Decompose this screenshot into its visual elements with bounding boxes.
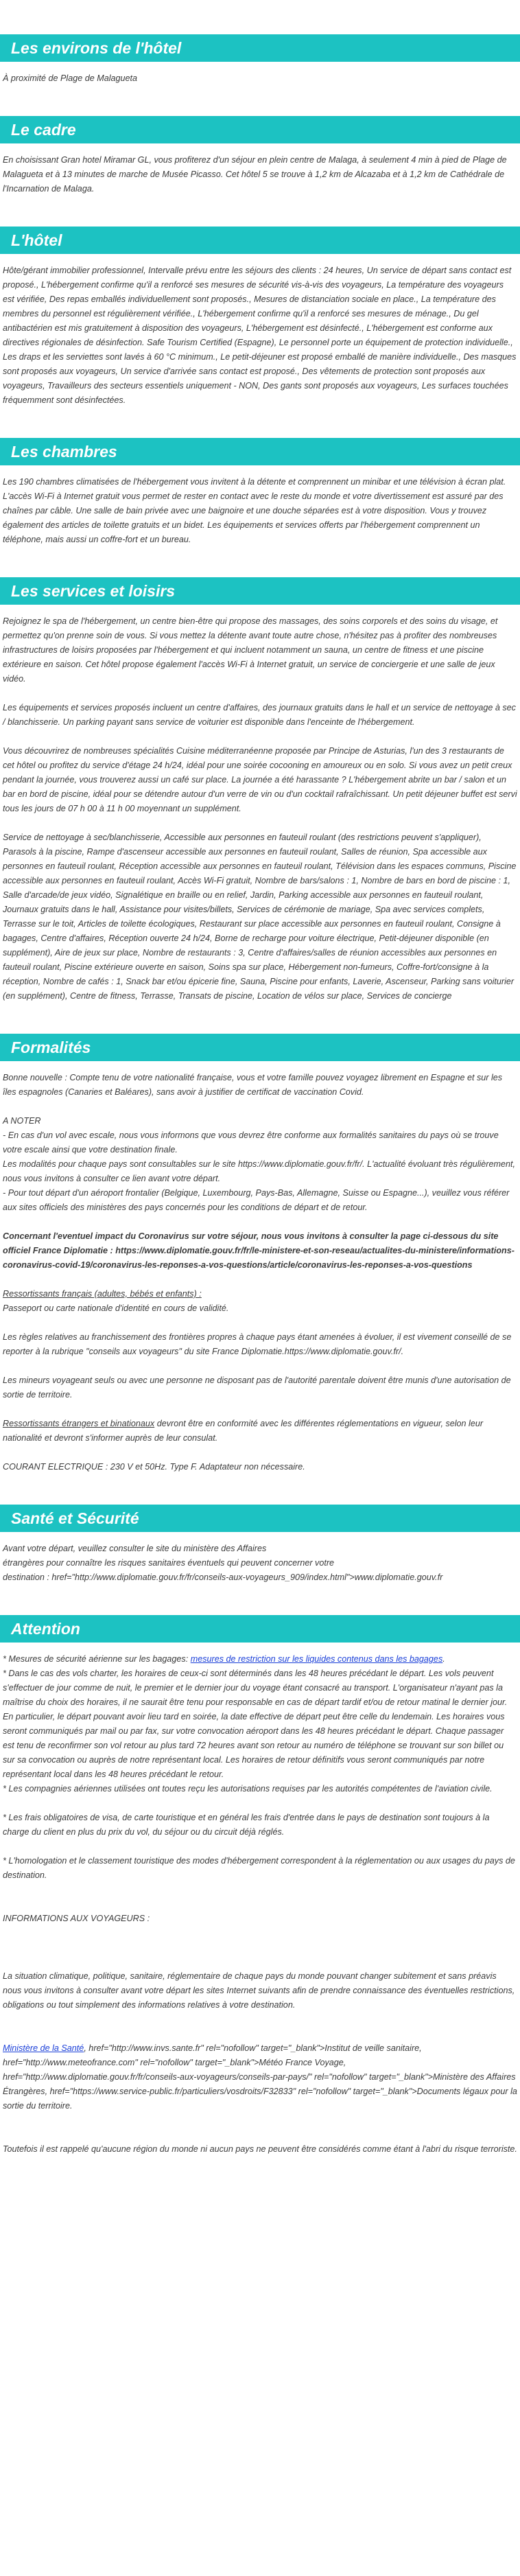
services-text-3: Vous découvrirez de nombreuses spécialités Cuisine méditerranéenne proposée par Principe de Asturias, l'un des 3 restaurants de cet hôtel ou profitez du service d'étage 24 h/24, idéal pour une soirée cocooning en amoureux ou en solo. Si vous avez un petit creux pendant la journée, vous trouverez aussi un café sur place. La journée a été harassante ? L'hébergement abrite un bar / salon et un bar en bord de piscine, idéal pour se détendre autour d'un verre de vin ou d'un cocktail rafraîchissant. Un petit déjeuner buffet est servi tous les jours de 07 h 00 à 11 h 00 moyennant un supplément.	[3, 746, 517, 813]
section-services	[0, 577, 520, 1003]
page	[0, 34, 520, 2201]
section-content-chambres	[0, 475, 520, 547]
section-content-formalites	[0, 1071, 520, 1474]
services-amenities-list: Service de nettoyage à sec/blanchisserie, Accessible aux personnes en fauteuil roulant (des restrictions peuvent s'appliquer), Parasols à la piscine, Rampe d'ascenseur accessible aux personnes en fauteuil roulant, Salles de réunion, Spa accessible aux personnes en fauteuil roulant, Réception accessible aux personnes en fauteuil roulant, Télévision dans les espaces communs, Piscine accessible aux personnes en fauteuil roulant, Accès Wi-Fi gratuit, Nombre de bars/salons : 1, Nombre de bars en bord de piscine : 1, Salle d'arcade/de jeux vidéo, Signalétique en braille ou en relief, Jardin, Parking accessible aux personnes en fauteuil roulant, Journaux gratuits dans le hall, Assistance pour visites/billets, Services de cérémonie de mariage, Spa avec services complets, Terrasse sur le toit, Articles de toilette écologiques, Restaurant sur place accessible aux personnes en fauteuil roulant, Consigne à bagages, Centre d'affaires, Réception ouverte 24 h/24, Borne de recharge pour voiture électrique, Petit-déjeuner disponible (en supplément), Aire de jeux sur place, Nombre de restaurants : 3, Centre d'affaires/salles de réunion accessibles aux personnes en fauteuil roulant, Piscine extérieure ouverte en saison, Soins spa sur place, Hébergement non-fumeurs, Coffre-fort/consigne à la réception, Nombre de cafés : 1, Snack bar et/ou épicerie fine, Sauna, Piscine pour enfants, Laverie, Ascenseur, Parking sans voiturier (en supplément), Centre de fitness, Terrasse, Transats de piscine, Location de vélos sur place, Services de concierge	[3, 833, 517, 1001]
section-title-attention: Attention	[0, 1615, 520, 1643]
french-nationals-label: Ressortissants français (adultes, bébés et enfants) :	[3, 1289, 202, 1299]
cadre-text: En choisissant Gran hotel Miramar GL, vous profiterez d'un séjour en plein centre de Malaga, à seulement 4 min à pied de Plage de Malagueta et à 13 minutes de marche de Musée Picasso. Cet hôtel 5 se trouve à 1,2 km de Alcazaba et à 1,2 km de Cathédrale de l'Incarnation de Malaga.	[3, 155, 507, 194]
section-cadre	[0, 116, 520, 196]
section-title-formalites: Formalités	[0, 1034, 520, 1061]
section-title-sante: Santé et Sécurité	[0, 1505, 520, 1532]
section-sante	[0, 1505, 520, 1585]
environs-text: À proximité de Plage de Malagueta	[3, 73, 138, 83]
section-content-environs	[0, 71, 520, 86]
attention-airlines: * Les compagnies aériennes utilisées ont toutes reçu les autorisations requises par les autorités compétentes de l'aviation civile.	[3, 1784, 493, 1794]
section-content-sante	[0, 1542, 520, 1585]
sante-line-3: destination : href="http://www.diplomatie.gouv.fr/fr/conseils-aux-voyageurs_909/index.html">www.diplomatie.gouv.fr	[3, 1573, 443, 1582]
section-title-cadre: Le cadre	[0, 116, 520, 143]
hotel-text: Hôte/gérant immobilier professionnel, Intervalle prévu entre les séjours des clients : 24 heures, Un service de départ sans contact est proposé., L'hébergement confirme qu'il a renforcé ses mesures de sécurité vis-à-vis des voyageurs, La température des voyageurs est vérifiée, Des repas emballés individuellement sont proposés., Mesures de distanciation sociale en place., La température des membres du personnel est régulièrement vérifiée., L'hébergement confirme qu'il a renforcé ses mesures de ménage., Du gel antibactérien est mis gratuitement à disposition des voyageurs, L'hébergement est désinfecté., L'hébergement est conforme aux directives régionales de désinfection. Safe Tourism Certified (Espagne), Le personnel porte un équipement de protection individuelle., Les draps et les serviettes sont lavés à 60 °C minimum., Le petit-déjeuner est proposé emballé de manière individuelle., Des masques sont proposés aux voyageurs, Un service d'arrivée sans contact est proposé., Des vêtements de protection sont proposés aux voyageurs, Travailleurs des secteurs essentiels uniquement - NON, Des gants sont proposés aux voyageurs, Les surfaces touchées fréquemment sont désinfectées.	[3, 266, 517, 405]
health-ministry-link[interactable]: Ministère de la Santé	[3, 2043, 84, 2053]
note-border-airport: - Pour tout départ d'un aéroport frontalier (Belgique, Luxembourg, Pays-Bas, Allemagne, Suisse ou Espagne...), veuillez vous référer aux sites officiels des ministères des pays concernés pour les conditions de départ et de retour.	[3, 1188, 510, 1212]
section-hotel	[0, 227, 520, 408]
attention-charter: * Dans le cas des vols charter, les horaires de ceux-ci sont déterminés dans les 48 heures précédant le départ. Les vols peuvent s'effectuer de jour comme de nuit, le premier et le dernier jour du voyage étant consacré au transport. L'organisateur n'ayant pas la maîtrise du choix des horaires, il ne saurait être tenu pour responsable en cas de départ tardif et/ou de retour matinal le dernier jour. En particulier, le départ pouvant avoir lieu tard en soirée, la date effective de départ peut être celle du lendemain. Les horaires vous seront communiqués par mail ou par fax, sur votre convocation aéroport dans les 48 heures précédant le départ. Chaque passager est tenu de reconfirmer son vol retour au plus tard 72 heures avant son retour au numéro de téléphone se trouvant sur son billet ou sur sa convocation ou auprès de notre représentant local. Les horaires de retour définitifs vous seront communiqués par notre représentant local dans les 48 heures précédant le retour.	[3, 1669, 508, 1779]
travelers-info-2: nous vous invitons à consulter avant votre départ les sites Internet suivants afin de prendre connaissance des éventuelles restrictions, obligations ou tout simplement des informations relatives à votre destination.	[3, 1986, 515, 2010]
terrorism-notice: Toutefois il est rappelé qu'aucune région du monde ni aucun pays ne peuvent être considérés comme étant à l'abri du risque terroriste.	[3, 2144, 517, 2154]
section-chambres	[0, 438, 520, 547]
attention-classification: * L'homologation et le classement touristique des modes d'hébergement correspondent à la réglementation ou aux usages du pays de destination.	[3, 1856, 515, 1880]
section-attention	[0, 1615, 520, 2157]
services-text-1: Rejoignez le spa de l'hébergement, un centre bien-être qui propose des massages, des soins corporels et des soins du visage, et permettez qu'on prenne soin de vous. Si vous mettez la détente avant toute autre chose, n'hésitez pas à profiter des nombreuses infrastructures de loisirs proposées par l'hébergement et qui incluent notamment un sauna, un centre de fitness et une piscine extérieure en saison. Cet hôtel propose également l'accès Wi-Fi à Internet gratuit, un service de conciergerie et une salle de jeux vidéo.	[3, 616, 498, 684]
section-title-environs: Les environs de l'hôtel	[0, 34, 520, 62]
section-formalites	[0, 1034, 520, 1474]
baggage-suffix: .	[442, 1654, 445, 1664]
note-label: A NOTER	[3, 1116, 41, 1126]
section-content-cadre	[0, 153, 520, 196]
travelers-info-label: INFORMATIONS AUX VOYAGEURS :	[3, 1914, 150, 1923]
french-nationals-text: Passeport ou carte nationale d'identité en cours de validité.	[3, 1303, 229, 1313]
section-title-services: Les services et loisirs	[0, 577, 520, 605]
section-title-chambres: Les chambres	[0, 438, 520, 465]
section-environs	[0, 34, 520, 86]
sante-line-1: Avant votre départ, veuillez consulter le site du ministère des Affaires	[3, 1544, 267, 1553]
section-content-attention	[0, 1652, 520, 2157]
sante-line-2: étrangères pour connaître les risques sanitaires éventuels qui peuvent concerner votre	[3, 1558, 335, 1568]
foreign-nationals-text: devront être en conformité avec les différentes réglementations en vigueur, selon leur nationalité et devront s'informer auprès de leur consulat.	[3, 1419, 484, 1443]
attention-visa-fees: * Les frais obligatoires de visa, de carte touristique et en général les frais d'entrée dans le pays de destination sont toujours à la charge du client en plus du prix du vol, du séjour ou du circuit déjà réglés.	[3, 1813, 490, 1837]
border-rules-text: Les règles relatives au franchissement des frontières propres à chaque pays étant amenées à évoluer, il est vivement conseillé de se reporter à la rubrique "conseils aux voyageurs" du site France Diplomatie.https://www.diplomatie.gouv.fr/.	[3, 1332, 512, 1356]
services-text-2: Les équipements et services proposés incluent un centre d'affaires, des journaux gratuits dans le hall et un service de nettoyage à sec / blanchisserie. Un parking payant sans service de voiturier est disponible dans l'enceinte de l'hébergement.	[3, 703, 516, 727]
electric-power-text: COURANT ELECTRIQUE : 230 V et 50Hz. Type F. Adaptateur non nécessaire.	[3, 1462, 305, 1472]
baggage-prefix: * Mesures de sécurité aérienne sur les bagages:	[3, 1654, 191, 1664]
minors-text: Les mineurs voyageant seuls ou avec une personne ne disposant pas de l'autorité parentale doivent être munis d'une autorisation de sortie de territoire.	[3, 1376, 511, 1400]
note-stopover: - En cas d'un vol avec escale, nous vous informons que vous devrez être conforme aux formalités sanitaires du pays où se trouve votre escale ainsi que votre destination finale.	[3, 1130, 499, 1154]
chambres-text: Les 190 chambres climatisées de l'hébergement vous invitent à la détente et comprennent un minibar et une télévision à écran plat. L'accès Wi-Fi à Internet gratuit vous permet de rester en contact avec le reste du monde et votre divertissement est assuré par des chaînes par câble. Une salle de bain privée avec une baignoire et une douche séparées est à votre disposition. Vous y trouvez également des articles de toilette gratuits et un bidet. Les équipements et services offerts par l'hébergement comprennent un téléphone, mais aussi un coffre-fort et un bureau.	[3, 477, 506, 544]
official-links-paragraph	[3, 2041, 517, 2113]
attention-baggage	[3, 1652, 517, 1667]
section-content-services	[0, 614, 520, 1003]
section-content-hotel	[0, 264, 520, 408]
liquids-restriction-link[interactable]: mesures de restriction sur les liquides contenus dans les bagages	[190, 1654, 443, 1664]
foreign-nationals-paragraph	[3, 1417, 517, 1446]
covid-notice: Concernant l'eventuel impact du Coronavirus sur votre séjour, nous vous invitons à consulter la page ci-dessous du site officiel France Diplomatie : https://www.diplomatie.gouv.fr/fr/le-ministere-et-son-reseau/actualites-du-ministere/informations-coronavirus-covid-19/coronavirus-les-reponses-a-vos-questions/article/coronavirus-les-reponses-a-vos-questions	[3, 1231, 515, 1270]
official-links-text: , href="http://www.invs.sante.fr" rel="nofollow" target="_blank">Institut de veille sanitaire, href="http://www.meteofrance.com" rel="nofollow" target="_blank">Météo France Voyage, href="http://www.diplomatie.gouv.fr/fr/conseils-aux-voyageurs/conseils-par-pays/" rel="nofollow" target="_blank">Ministère des Affaires Étrangères, href="https://www.service-public.fr/particuliers/vosdroits/F32833" rel="nofollow" target="_blank">Documents légaux pour la sortie du territoire.	[3, 2043, 517, 2111]
formalites-intro: Bonne nouvelle : Compte tenu de votre nationalité française, vous et votre famille pouvez voyagez librement en Espagne et sur les îles espagnoles (Canaries et Baléares), sans avoir à justifier de certificat de vaccination Covid.	[3, 1073, 503, 1097]
travelers-info-1: La situation climatique, politique, sanitaire, réglementaire de chaque pays du monde pouvant changer subitement et sans préavis	[3, 1971, 497, 1981]
note-country-rules: Les modalités pour chaque pays sont consultables sur le site https://www.diplomatie.gouv.fr/fr/. L'actualité évoluant très régulièrement, nous vous invitons à consulter ce lien avant votre départ.	[3, 1159, 515, 1183]
foreign-nationals-label: Ressortissants étrangers et binationaux	[3, 1419, 155, 1428]
section-title-hotel: L'hôtel	[0, 227, 520, 254]
